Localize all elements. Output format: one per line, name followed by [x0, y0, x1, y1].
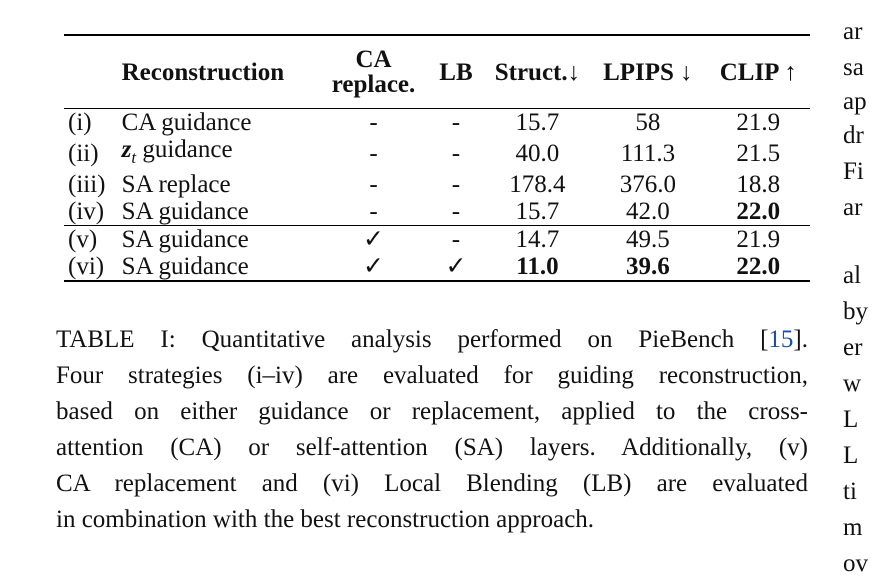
- header-lb: LB: [439, 58, 473, 86]
- row-lb: -: [451, 171, 461, 198]
- header-reconstruction: Reconstruction: [121, 58, 285, 86]
- citation-link[interactable]: 15: [768, 326, 794, 353]
- row-id: (vi): [68, 253, 105, 280]
- fragment-text: by: [843, 298, 868, 325]
- table-row: [64, 171, 810, 198]
- fragment-text: ov: [843, 550, 868, 577]
- caption-text: TABLE I: Quantitative analysis performed on PieBench [: [56, 326, 769, 353]
- row-reconstruction: CA guidance: [121, 109, 252, 136]
- row-lpips: 42.0: [626, 198, 670, 225]
- header-clip: CLIP ↑: [719, 58, 797, 86]
- table-row: [64, 226, 810, 254]
- row-struct: 14.7: [515, 226, 560, 253]
- fragment-text: w: [843, 370, 862, 397]
- row-lb: -: [451, 140, 461, 167]
- table-row: [64, 198, 810, 226]
- row-struct: 15.7: [515, 109, 560, 136]
- row-lpips: 39.6: [626, 253, 670, 280]
- row-ca-replace: -: [369, 198, 378, 225]
- row-reconstruction: SA guidance: [121, 253, 249, 280]
- row-reconstruction: SA guidance: [121, 198, 249, 225]
- row-reconstruction: SA guidance: [121, 226, 249, 253]
- row-lpips: 49.5: [626, 226, 670, 253]
- row-reconstruction-text: guidance: [136, 136, 233, 163]
- caption-text: ].: [793, 326, 808, 353]
- row-id: (ii): [68, 140, 99, 167]
- row-id: (v): [68, 226, 98, 253]
- table-row: [64, 109, 810, 137]
- fragment-text: dr: [843, 122, 864, 149]
- fragment-text: ar: [843, 194, 863, 221]
- row-clip: 21.5: [736, 140, 781, 167]
- row-clip: 21.9: [736, 109, 781, 136]
- caption-line: attention (CA) or self-attention (SA) layers. Additionally, (v): [56, 434, 808, 461]
- table-row: [64, 136, 810, 171]
- caption-line: [56, 322, 808, 358]
- row-ca-replace: ✓: [363, 253, 384, 280]
- fragment-text: er: [843, 334, 863, 361]
- fragment-text: Fi: [843, 158, 864, 185]
- row-reconstruction: [122, 136, 321, 171]
- header-id: [64, 35, 122, 109]
- row-id: (iii): [68, 171, 106, 198]
- row-clip: 22.0: [736, 253, 781, 280]
- fragment-text: ap: [843, 88, 867, 115]
- row-lb: ✓: [445, 253, 467, 280]
- table-row: [64, 253, 810, 281]
- fragment-text: sa: [843, 54, 864, 81]
- row-lpips: 58: [635, 109, 661, 136]
- caption-line: in combination with the best reconstruction approach.: [56, 506, 595, 533]
- fragment-text: m: [843, 514, 863, 541]
- latent-subscript: t: [131, 148, 137, 167]
- row-struct: 15.7: [515, 198, 560, 225]
- adjacent-column-fragments: [843, 0, 883, 577]
- header-ca-replace: [321, 35, 426, 109]
- caption-line: Four strategies (i–iv) are evaluated for guiding reconstruction,: [56, 362, 808, 389]
- header-ca-line2: replace.: [331, 71, 416, 98]
- table-group-additions: [64, 226, 810, 282]
- fragment-text: ar: [843, 18, 863, 45]
- row-lb: -: [451, 226, 461, 253]
- row-id: (iv): [68, 198, 105, 225]
- fragment-text: L: [843, 442, 859, 469]
- row-lpips: 376.0: [619, 171, 677, 198]
- caption-line: based on either guidance or replacement, applied to the cross-: [56, 398, 808, 425]
- header-struct: Struct.↓: [494, 58, 581, 86]
- header-ca-line1: CA: [355, 46, 392, 73]
- fragment-text: L: [843, 406, 859, 433]
- fragment-text: al: [843, 262, 862, 289]
- row-ca-replace: ✓: [363, 226, 384, 253]
- row-ca-replace: -: [369, 109, 378, 136]
- table-group-strategies: [64, 109, 810, 226]
- row-lpips: 111.3: [620, 140, 676, 167]
- row-struct: 40.0: [515, 140, 560, 167]
- latent-variable: z: [121, 136, 132, 163]
- row-clip: 21.9: [736, 226, 781, 253]
- row-clip: 18.8: [736, 171, 781, 198]
- row-lb: -: [451, 198, 461, 225]
- row-reconstruction: SA replace: [121, 171, 231, 198]
- row-clip: 22.0: [736, 198, 781, 225]
- caption-line: CA replacement and (vi) Local Blending (LB) are evaluated: [56, 470, 808, 497]
- table-caption: [56, 322, 808, 538]
- row-ca-replace: -: [369, 140, 378, 167]
- row-struct: 178.4: [509, 171, 566, 198]
- row-id: (i): [68, 109, 92, 136]
- row-ca-replace: -: [369, 171, 378, 198]
- results-table: [64, 34, 810, 282]
- table-header-row: [64, 35, 810, 109]
- row-lb: -: [451, 109, 461, 136]
- row-struct: 11.0: [516, 253, 559, 280]
- fragment-text: ti: [843, 478, 857, 505]
- header-lpips: LPIPS ↓: [603, 58, 693, 86]
